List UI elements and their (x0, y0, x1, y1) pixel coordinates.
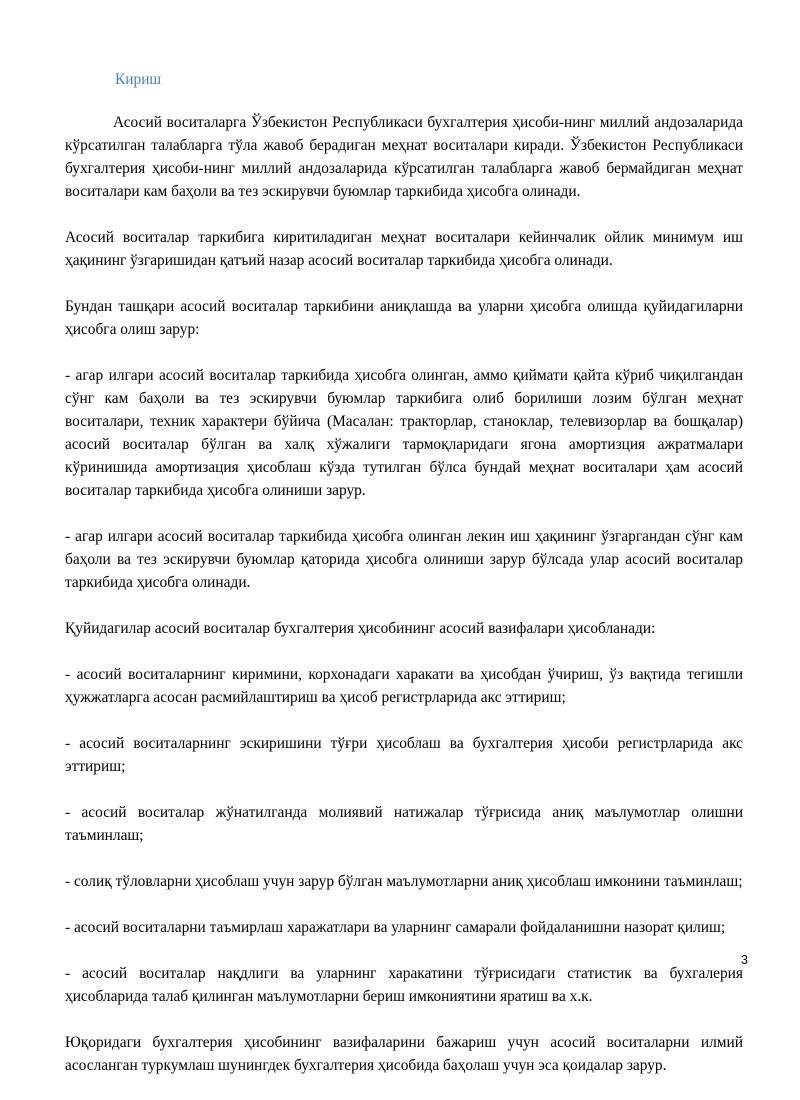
paragraph-bullet-2: - агар илгари асосий воситалар таркибида ҳисобга олинган лекин иш ҳақининг ўзгаргандан сўнг кам баҳоли ва тез эскирувчи буюмлар қаторида ҳисобга олиниши зарур бўлсада улар асосий воситалар таркибида ҳисобга олинади. (65, 528, 743, 591)
paragraph-intro: Асосий воситаларга Ўзбекистон Республикаси бухгалтерия ҳисоби-нинг миллий андозаларида кўрсатилган талабларга тўла жавоб берадиган меҳнат воситалари киради. Ўзбекистон Республикаси бухгалтерия ҳисоби-нинг миллий андозаларида кўрсатилган талабларга жавоб бермайдиган меҳнат воситалари кам баҳоли ва тез эскирувчи буюмлар таркибида ҳисобга олинади. (65, 114, 743, 200)
paragraph-considerations: Бундан ташқари асосий воситалар таркибини аниқлашда ва уларни ҳисобга олишда қуйидагиларни ҳисобга олиш зарур: (65, 298, 743, 338)
paragraph-task-2: - асосий воситаларнинг эскиришини тўғри ҳисоблаш ва бухгалтерия ҳисоби регистрларида акс эттириш; (65, 735, 743, 775)
paragraph-tasks-intro: Қуйидагилар асосий воситалар бухгалтерия ҳисобининг асосий вазифалари ҳисобланади: (65, 620, 656, 637)
paragraph-task-1: - асосий воситаларнинг киримини, корхонадаги харакати ва ҳисобдан ўчириш, ўз вақтида тегишли ҳужжатларга асосан расмийлаштириш ва ҳисоб регистрларида акс эттириш; (65, 666, 743, 706)
document-body (65, 68, 743, 1100)
paragraph-labor-means: Асосий воситалар таркибига киритиладиган меҳнат воситалари кейинчалик ойлик минимум иш ҳақининг ўзгаришидан қатъий назар асосий воситалар таркибида ҳисобга олинади. (65, 229, 743, 269)
page-number: 3 (741, 953, 748, 967)
paragraph-task-3: - асосий воситалар жўнатилганда молиявий натижалар тўғрисида аниқ маълумотлар олишни таъминлаш; (65, 804, 743, 844)
paragraph-bullet-1: - агар илгари асосий воситалар таркибида ҳисобга олинган, аммо қиймати қайта кўриб чиқилгандан сўнг кам баҳоли ва тез эскирувчи буюмлар таркибига олиб борилиши лозим бўлган меҳнат воситалари, техник характери бўйича (Масалан: тракторлар, станоклар, телевизорлар ва бошқалар) асосий воситалар бўлган ва халқ хўжалиги тармоқларидаги ягона амортизция ажратмалари кўринишида амортизация ҳисоблаш кўзда тутилган бўлса бундай меҳнат воситалари ҳам асосий воситалар таркибида ҳисобга олиниши зарур. (65, 367, 743, 499)
paragraph-conclusion: Юқоридаги бухгалтерия ҳисобининг вазифаларини бажариш учун асосий воситаларни илмий асосланган туркумлаш шунингдек бухгалтерия ҳисобида баҳолаш учун эса қоидалар зарур. (65, 1034, 743, 1074)
paragraph-task-5: - асосий воситаларни таъмирлаш харажатлари ва уларнинг самарали фойдаланишни назорат қилиш; (65, 919, 726, 936)
paragraph-task-4: - солиқ тўловларни ҳисоблаш учун зарур бўлган маълумотларни аниқ ҳисоблаш имконини таъминлаш; (65, 873, 743, 890)
paragraph-task-6: - асосий воситалар нақдлиги ва уларнинг харакатини тўғрисидаги статистик ва бухгалерия ҳисобларида талаб қилинган маълумотларни бериш имкониятини яратиш ва х.к. (65, 965, 743, 1005)
section-heading: Кириш (115, 71, 162, 88)
